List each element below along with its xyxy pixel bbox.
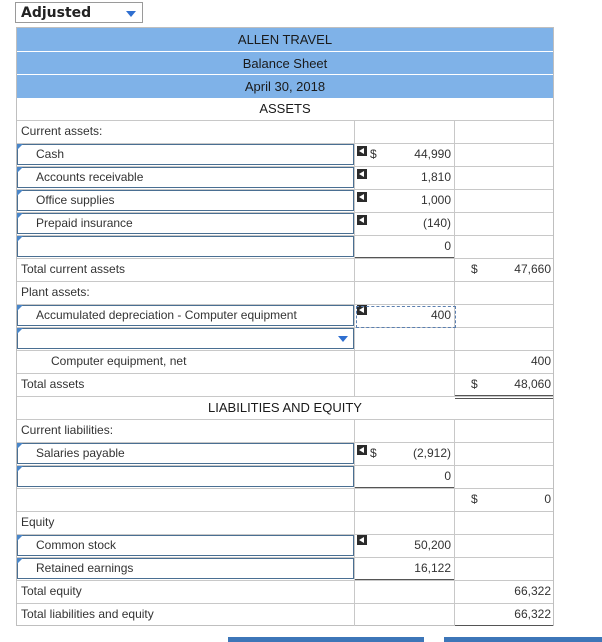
- flag-icon: [17, 443, 23, 449]
- dollar-sign: $: [471, 262, 478, 276]
- account-input-cash[interactable]: [17, 144, 354, 165]
- chevron-down-icon[interactable]: [126, 11, 136, 17]
- account-label-accounts-receivable: Accounts receivable: [36, 170, 144, 184]
- prev-button[interactable]: [228, 637, 424, 642]
- flag-icon: [17, 213, 23, 219]
- amount-prepaid-insurance[interactable]: (140): [422, 216, 451, 230]
- account-input-liability-blank[interactable]: [17, 466, 354, 487]
- total-liabilities-equity-value[interactable]: 66,322: [514, 607, 551, 621]
- amount-salaries-payable[interactable]: (2,912): [412, 446, 451, 460]
- total-equity-value[interactable]: 66,322: [514, 584, 551, 598]
- amount-retained-earnings[interactable]: 16,122: [414, 561, 451, 575]
- dollar-sign: $: [471, 492, 478, 506]
- total-current-assets-label: Total current assets: [21, 262, 126, 276]
- liabilities-equity-title: LIABILITIES AND EQUITY: [208, 400, 362, 415]
- view-select-value: Adjusted: [21, 5, 92, 21]
- flag-icon: [17, 305, 23, 311]
- account-label-salaries-payable: Salaries payable: [36, 446, 125, 460]
- account-label-common-stock: Common stock: [36, 538, 117, 552]
- dollar-sign: $: [370, 446, 377, 460]
- flag-icon: [17, 466, 23, 472]
- amount-office-supplies[interactable]: 1,000: [420, 193, 451, 207]
- amount-accumulated-depreciation[interactable]: 400: [430, 308, 451, 322]
- total-assets-value[interactable]: 48,060: [514, 377, 551, 391]
- account-label-office-supplies: Office supplies: [36, 193, 115, 207]
- account-label-retained-earnings: Retained earnings: [36, 561, 134, 575]
- dollar-sign: $: [471, 377, 478, 391]
- flag-icon: [17, 535, 23, 541]
- back-arrow-icon[interactable]: [357, 535, 367, 545]
- equity-label: Equity: [21, 515, 55, 529]
- flag-icon: [17, 558, 23, 564]
- total-equity-label: Total equity: [21, 584, 82, 598]
- total-liabilities-value[interactable]: 0: [544, 492, 551, 506]
- back-arrow-icon[interactable]: [357, 445, 367, 455]
- back-arrow-icon[interactable]: [357, 169, 367, 179]
- flag-icon: [17, 328, 23, 334]
- statement-date: April 30, 2018: [17, 74, 553, 98]
- back-arrow-icon[interactable]: [357, 215, 367, 225]
- assets-section-title: ASSETS: [259, 101, 311, 116]
- flag-icon: [17, 236, 23, 242]
- view-select-dropdown[interactable]: [15, 2, 143, 23]
- total-current-assets-value[interactable]: 47,660: [514, 262, 551, 276]
- account-label-prepaid-insurance: Prepaid insurance: [36, 216, 133, 230]
- total-assets-label: Total assets: [21, 377, 85, 391]
- account-label-accumulated-depreciation: Accumulated depreciation - Computer equipment: [36, 308, 297, 322]
- company-name: ALLEN TRAVEL: [17, 28, 553, 51]
- computer-equipment-net-label: Computer equipment, net: [51, 354, 187, 368]
- computer-equipment-net-value[interactable]: 400: [530, 354, 551, 368]
- amount-accounts-receivable[interactable]: 1,810: [420, 170, 451, 184]
- amount-blank[interactable]: 0: [444, 239, 451, 253]
- amount-cash[interactable]: 44,990: [414, 147, 451, 161]
- back-arrow-icon[interactable]: [357, 146, 367, 156]
- back-arrow-icon[interactable]: [357, 192, 367, 202]
- current-liabilities-label: Current liabilities:: [21, 423, 114, 437]
- total-liabilities-equity-label: Total liabilities and equity: [21, 607, 154, 621]
- plant-assets-label: Plant assets:: [21, 285, 90, 299]
- next-button[interactable]: [444, 637, 602, 642]
- flag-icon: [17, 144, 23, 150]
- statement-title: Balance Sheet: [17, 51, 553, 75]
- account-label-cash: Cash: [36, 147, 65, 161]
- account-input-blank[interactable]: [17, 236, 354, 257]
- chevron-down-icon[interactable]: [338, 336, 348, 342]
- amount-common-stock[interactable]: 50,200: [414, 538, 451, 552]
- flag-icon: [17, 167, 23, 173]
- current-assets-label: Current assets:: [21, 124, 103, 138]
- dollar-sign: $: [370, 147, 377, 161]
- account-select-blank[interactable]: [17, 328, 354, 349]
- flag-icon: [17, 190, 23, 196]
- amount-liability-blank[interactable]: 0: [444, 469, 451, 483]
